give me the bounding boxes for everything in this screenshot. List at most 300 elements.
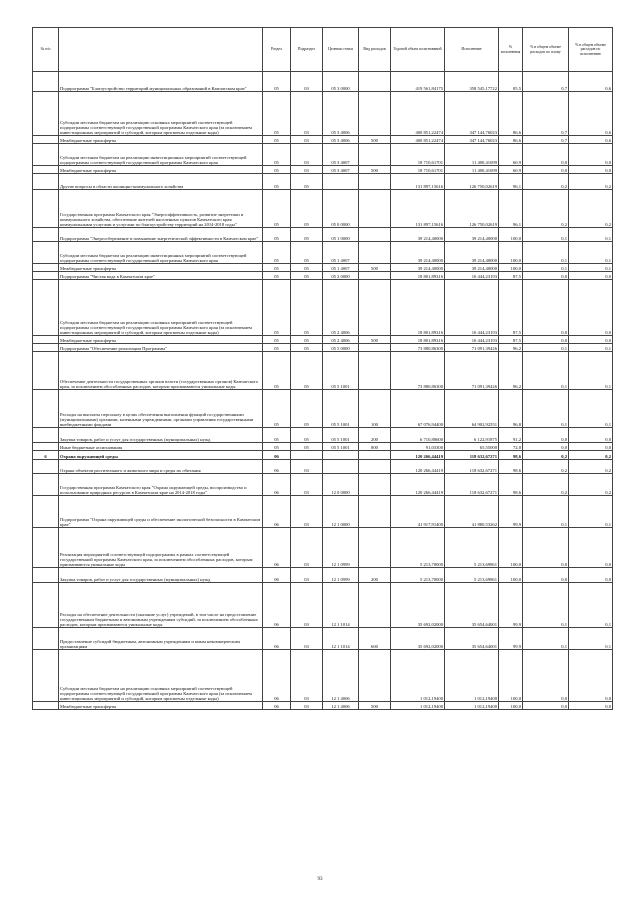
row-plan: 35 692,02000 — [391, 628, 445, 650]
row-vr — [359, 650, 391, 702]
row-share-total: 0,1 — [523, 228, 569, 242]
row-share-total: 0,1 — [523, 264, 569, 272]
row-pct: 96,1 — [499, 190, 523, 228]
row-csr: 05 2 0000 — [323, 272, 359, 280]
row-pct: 100,0 — [499, 228, 523, 242]
table-row — [33, 144, 613, 166]
row-plan: 18 710,61701 — [391, 166, 445, 174]
row-pct: 100,0 — [499, 242, 523, 264]
row-vr — [359, 528, 391, 568]
row-share-total: 0,0 — [523, 702, 569, 710]
row-share-exec: 0,1 — [569, 228, 613, 242]
row-pct: 100,0 — [499, 264, 523, 272]
row-pct: 99,9 — [499, 628, 523, 650]
row-fact: 126 750,02619 — [445, 190, 499, 228]
row-num — [33, 474, 59, 496]
row-share-total: 0,1 — [523, 352, 569, 390]
row-pct: 96,2 — [499, 352, 523, 390]
page-number: 93 — [317, 877, 323, 882]
row-share-exec: 0,1 — [569, 344, 613, 352]
row-pct: 85,5 — [499, 72, 523, 92]
row-csr: 05 2 4006 — [323, 336, 359, 344]
row-vr — [359, 228, 391, 242]
row-razdel: 06 — [263, 496, 291, 528]
table-row — [33, 280, 613, 336]
row-plan: 41 917,91400 — [391, 496, 445, 528]
table-row — [33, 242, 613, 264]
row-share-total: 0,0 — [523, 428, 569, 443]
row-fact: 5 213,69861 — [445, 568, 499, 583]
table-header-row — [33, 28, 613, 72]
row-vr — [359, 280, 391, 336]
row-num — [33, 136, 59, 144]
row-razdel: 05 — [263, 242, 291, 264]
row-razdel: 06 — [263, 702, 291, 710]
row-share-exec: 0,0 — [569, 528, 613, 568]
row-fact: 39 214,40000 — [445, 242, 499, 264]
row-share-exec: 0,1 — [569, 496, 613, 528]
table-row — [33, 474, 613, 496]
row-num — [33, 460, 59, 474]
row-fact: 118 632,67271 — [445, 474, 499, 496]
row-name: Межбюджетные трансферты — [59, 166, 263, 174]
table-row — [33, 174, 613, 190]
row-razdel: 05 — [263, 174, 291, 190]
row-podrazdel: 03 — [291, 628, 323, 650]
row-vr: 200 — [359, 428, 391, 443]
row-share-total: 0,0 — [523, 528, 569, 568]
row-razdel: 05 — [263, 144, 291, 166]
row-pct: 99,9 — [499, 496, 523, 528]
table-row — [33, 272, 613, 280]
row-share-exec: 0,0 — [569, 144, 613, 166]
table-row — [33, 190, 613, 228]
table-row — [33, 628, 613, 650]
row-num — [33, 702, 59, 710]
row-plan: 39 214,40000 — [391, 242, 445, 264]
budget-execution-table — [32, 27, 613, 710]
row-podrazdel: 05 — [291, 190, 323, 228]
row-vr: 200 — [359, 568, 391, 583]
row-num — [33, 628, 59, 650]
row-vr — [359, 583, 391, 628]
row-num — [33, 443, 59, 451]
row-pct: 100,0 — [499, 568, 523, 583]
row-num — [33, 92, 59, 136]
row-podrazdel: 05 — [291, 344, 323, 352]
row-share-total: 0,1 — [523, 242, 569, 264]
row-razdel: 05 — [263, 344, 291, 352]
header-csr: Целевая статья — [323, 28, 359, 72]
row-num — [33, 242, 59, 264]
row-plan: 400 851,22474 — [391, 136, 445, 144]
row-plan: 120 266,44419 — [391, 451, 445, 460]
row-pct: 86,6 — [499, 92, 523, 136]
table-row — [33, 72, 613, 92]
row-vr — [359, 352, 391, 390]
row-pct: 100,0 — [499, 702, 523, 710]
row-num — [33, 352, 59, 390]
row-fact: 16 444,23193 — [445, 336, 499, 344]
row-podrazdel: 05 — [291, 174, 323, 190]
row-csr: 12 1 1014 — [323, 628, 359, 650]
row-share-total: 0,0 — [523, 568, 569, 583]
row-num: 6 — [33, 451, 59, 460]
row-plan: 73 880,86300 — [391, 352, 445, 390]
row-csr: 05 1 4007 — [323, 242, 359, 264]
row-fact: 71 091,39426 — [445, 352, 499, 390]
row-csr: 05 5 1001 — [323, 390, 359, 428]
table-row — [33, 650, 613, 702]
table-row — [33, 451, 613, 460]
row-share-total: 0,2 — [523, 174, 569, 190]
row-name: Иные бюджетные ассигнования — [59, 443, 263, 451]
row-fact: 39 214,40000 — [445, 228, 499, 242]
row-fact: 1 012,19400 — [445, 702, 499, 710]
row-name: Закупка товаров, работ и услуг для государственных (муниципальных) нужд — [59, 428, 263, 443]
row-name: Межбюджетные трансферты — [59, 702, 263, 710]
row-num — [33, 390, 59, 428]
row-name: Межбюджетные трансферты — [59, 264, 263, 272]
row-csr: 05 5 1001 — [323, 443, 359, 451]
row-plan: 1 012,19400 — [391, 702, 445, 710]
row-fact: 126 750,02619 — [445, 174, 499, 190]
row-csr: 12 1 4006 — [323, 702, 359, 710]
table-row — [33, 336, 613, 344]
table-row — [33, 390, 613, 428]
row-podrazdel — [291, 451, 323, 460]
table-row — [33, 228, 613, 242]
header-share-exec: % в общем объеме расходов по исполнению — [569, 28, 613, 72]
row-plan: 35 692,02000 — [391, 583, 445, 628]
table-row — [33, 264, 613, 272]
row-fact: 16 444,23193 — [445, 280, 499, 336]
row-podrazdel: 03 — [291, 583, 323, 628]
row-share-exec: 0,0 — [569, 702, 613, 710]
header-podrazdel: Подраздел — [291, 28, 323, 72]
row-fact: 16 444,23193 — [445, 272, 499, 280]
row-csr: 05 0 0000 — [323, 190, 359, 228]
row-podrazdel: 03 — [291, 474, 323, 496]
row-share-total: 0,1 — [523, 496, 569, 528]
table-row — [33, 568, 613, 583]
row-num — [33, 496, 59, 528]
row-vr: 500 — [359, 702, 391, 710]
row-share-exec: 0,2 — [569, 190, 613, 228]
row-fact: 65,55000 — [445, 443, 499, 451]
row-csr: 12 1 0000 — [323, 496, 359, 528]
row-csr: 05 3 0000 — [323, 72, 359, 92]
row-share-total: 0,0 — [523, 272, 569, 280]
row-razdel: 05 — [263, 390, 291, 428]
row-fact: 64 902,92551 — [445, 390, 499, 428]
row-share-exec: 0,1 — [569, 583, 613, 628]
row-csr: 12 0 0000 — [323, 474, 359, 496]
row-plan: 1 012,19400 — [391, 650, 445, 702]
row-share-total: 0,0 — [523, 144, 569, 166]
row-razdel: 05 — [263, 92, 291, 136]
row-podrazdel: 05 — [291, 390, 323, 428]
table-row — [33, 428, 613, 443]
row-pct: 96,8 — [499, 390, 523, 428]
row-plan: 39 214,40000 — [391, 228, 445, 242]
row-fact: 347 144,76023 — [445, 136, 499, 144]
table-row — [33, 528, 613, 568]
row-fact: 118 632,67271 — [445, 460, 499, 474]
row-pct: 98,6 — [499, 460, 523, 474]
row-num — [33, 272, 59, 280]
row-razdel: 05 — [263, 280, 291, 336]
row-pct: 99,9 — [499, 583, 523, 628]
row-razdel: 06 — [263, 583, 291, 628]
row-razdel: 05 — [263, 428, 291, 443]
row-share-exec: 0,6 — [569, 92, 613, 136]
row-vr: 500 — [359, 166, 391, 174]
row-csr: 05 1 4007 — [323, 264, 359, 272]
row-share-exec: 0,1 — [569, 264, 613, 272]
row-razdel: 06 — [263, 650, 291, 702]
row-pct: 60,9 — [499, 144, 523, 166]
row-name: Межбюджетные трансферты — [59, 336, 263, 344]
row-vr — [359, 496, 391, 528]
row-name: Обеспечение деятельности государственных органов власти (государственных органов) Камчатского края, за исключением обособленных расходов, которым присваиваются уникальные коды — [59, 352, 263, 390]
row-fact: 118 632,67271 — [445, 451, 499, 460]
row-plan: 5 213,70000 — [391, 568, 445, 583]
row-pct: 60,9 — [499, 166, 523, 174]
row-fact: 6 122,91875 — [445, 428, 499, 443]
row-vr: 500 — [359, 336, 391, 344]
row-csr: 05 5 0000 — [323, 344, 359, 352]
row-vr — [359, 72, 391, 92]
row-pct: 72,0 — [499, 443, 523, 451]
row-fact: 41 880,53262 — [445, 496, 499, 528]
header-name — [59, 28, 263, 72]
row-pct: 86,6 — [499, 136, 523, 144]
row-plan: 39 214,40000 — [391, 264, 445, 272]
row-name: Субсидии местным бюджетам на реализацию инвестиционных мероприятий соответствующей подпрограммы соответствующей государственной программы Камчатского края — [59, 144, 263, 166]
row-share-total: 0,2 — [523, 474, 569, 496]
row-razdel: 05 — [263, 190, 291, 228]
row-share-exec: 0,2 — [569, 460, 613, 474]
row-num — [33, 144, 59, 166]
row-share-total: 0,0 — [523, 280, 569, 336]
row-name: Подпрограмма "Охрана окружающей среды и обеспечение экологической безопасности в Камчатском крае" — [59, 496, 263, 528]
row-razdel: 06 — [263, 628, 291, 650]
row-podrazdel: 05 — [291, 443, 323, 451]
row-pct: 100,0 — [499, 528, 523, 568]
row-pct: 96,1 — [499, 174, 523, 190]
row-vr — [359, 344, 391, 352]
row-csr: 12 1 1014 — [323, 583, 359, 628]
row-plan: 73 880,86300 — [391, 344, 445, 352]
row-name: Подпрограмма "Чистая вода в Камчатском крае" — [59, 272, 263, 280]
row-csr — [323, 174, 359, 190]
row-num — [33, 528, 59, 568]
header-fact: Исполнение — [445, 28, 499, 72]
row-podrazdel: 03 — [291, 702, 323, 710]
row-share-exec: 0,0 — [569, 443, 613, 451]
row-vr: 100 — [359, 390, 391, 428]
row-podrazdel: 05 — [291, 352, 323, 390]
row-csr: 05 3 4006 — [323, 136, 359, 144]
row-share-exec: 0,0 — [569, 166, 613, 174]
row-razdel: 05 — [263, 72, 291, 92]
row-fact: 358 545,17722 — [445, 72, 499, 92]
row-pct: 91,2 — [499, 428, 523, 443]
row-plan: 6 710,88600 — [391, 428, 445, 443]
row-name: Подпрограмма "Обеспечение реализации Программы" — [59, 344, 263, 352]
row-share-total: 0,7 — [523, 72, 569, 92]
row-num — [33, 336, 59, 344]
row-plan: 67 076,94400 — [391, 390, 445, 428]
row-num — [33, 280, 59, 336]
row-share-total: 0,0 — [523, 443, 569, 451]
row-csr: 05 3 4007 — [323, 166, 359, 174]
row-share-exec: 0,0 — [569, 428, 613, 443]
row-podrazdel: 03 — [291, 144, 323, 166]
table-row — [33, 460, 613, 474]
row-share-exec: 0,2 — [569, 474, 613, 496]
row-vr — [359, 144, 391, 166]
row-podrazdel: 03 — [291, 650, 323, 702]
row-razdel: 05 — [263, 136, 291, 144]
row-plan: 91,03300 — [391, 443, 445, 451]
row-csr: 12 1 0999 — [323, 528, 359, 568]
table-row — [33, 136, 613, 144]
header-plan: Годовой объем ассигнований — [391, 28, 445, 72]
row-podrazdel: 03 — [291, 568, 323, 583]
row-vr: 500 — [359, 264, 391, 272]
row-fact: 347 144,76023 — [445, 92, 499, 136]
row-share-total: 0,2 — [523, 451, 569, 460]
row-name: Расходы на обеспечение деятельности (оказание услуг) учреждений, в том числе на предоставление государственным бюджетным и автономным учреждениям субсидий, за исключением обособленных расходов, которым присваиваются уникальные коды — [59, 583, 263, 628]
table-row — [33, 702, 613, 710]
row-podrazdel: 05 — [291, 264, 323, 272]
row-share-exec: 0,1 — [569, 628, 613, 650]
row-pct: 96,2 — [499, 344, 523, 352]
row-name: Охрана окружающей среды — [59, 451, 263, 460]
row-vr — [359, 272, 391, 280]
row-podrazdel: 05 — [291, 280, 323, 336]
row-name: Субсидии местным бюджетам на реализацию основных мероприятий соответствующей подпрограммы соответствующей государственной программы Камчатского края (за исключением инвестиционных мероприятий и субсидий, которым присвоены отдельные коды) — [59, 280, 263, 336]
row-share-total: 0,2 — [523, 460, 569, 474]
row-razdel: 05 — [263, 272, 291, 280]
table-row — [33, 496, 613, 528]
row-vr — [359, 451, 391, 460]
table-row — [33, 344, 613, 352]
row-razdel: 06 — [263, 451, 291, 460]
row-csr: 05 5 1001 — [323, 352, 359, 390]
header-vr: Вид расходов — [359, 28, 391, 72]
row-razdel: 06 — [263, 568, 291, 583]
row-fact: 71 091,39426 — [445, 344, 499, 352]
row-name: Субсидии местным бюджетам на реализацию основных мероприятий соответствующей подпрограммы соответствующей государственной программы Камчатского края (за исключением инвестиционных мероприятий и субсидий, которым присвоены отдельные коды) — [59, 92, 263, 136]
table-row — [33, 443, 613, 451]
row-vr — [359, 92, 391, 136]
row-podrazdel: 05 — [291, 242, 323, 264]
row-share-exec: 0,2 — [569, 451, 613, 460]
row-csr: 05 3 4006 — [323, 92, 359, 136]
row-fact: 35 654,64001 — [445, 583, 499, 628]
row-razdel: 05 — [263, 443, 291, 451]
row-razdel: 05 — [263, 352, 291, 390]
row-razdel: 05 — [263, 166, 291, 174]
header-pct: % исполнения — [499, 28, 523, 72]
row-plan: 18 710,61701 — [391, 144, 445, 166]
row-name: Государственная программа Камчатского края "Энергоэффективность, развитие энергетики и коммунального хозяйства, обеспечение жителей населенных пунктов Камчатского края коммунальными услугами и услугами по благоустройству территорий на 2014-2018 годы" — [59, 190, 263, 228]
row-share-total: 0,0 — [523, 166, 569, 174]
row-vr: 500 — [359, 136, 391, 144]
row-podrazdel: 05 — [291, 428, 323, 443]
table-row — [33, 92, 613, 136]
row-plan: 18 801,89316 — [391, 280, 445, 336]
row-num — [33, 650, 59, 702]
table-row — [33, 352, 613, 390]
row-plan: 120 266,44419 — [391, 474, 445, 496]
row-vr — [359, 460, 391, 474]
row-share-exec: 0,2 — [569, 174, 613, 190]
row-share-total: 0,1 — [523, 628, 569, 650]
row-share-exec: 0,1 — [569, 390, 613, 428]
row-share-exec: 0,0 — [569, 336, 613, 344]
row-podrazdel: 05 — [291, 228, 323, 242]
row-plan: 131 897,15616 — [391, 174, 445, 190]
row-razdel: 06 — [263, 528, 291, 568]
row-num — [33, 264, 59, 272]
row-plan: 400 851,22474 — [391, 92, 445, 136]
row-razdel: 05 — [263, 336, 291, 344]
row-csr: 05 5 1001 — [323, 428, 359, 443]
row-share-total: 0,2 — [523, 190, 569, 228]
header-share-total: % в общем объеме расходов по плану — [523, 28, 569, 72]
row-name: Закупка товаров, работ и услуг для государственных (муниципальных) нужд — [59, 568, 263, 583]
row-vr — [359, 242, 391, 264]
row-csr: 05 1 0000 — [323, 228, 359, 242]
row-csr: 12 1 0999 — [323, 568, 359, 583]
row-fact: 35 654,64001 — [445, 628, 499, 650]
row-podrazdel: 03 — [291, 528, 323, 568]
table-row — [33, 166, 613, 174]
table-row — [33, 583, 613, 628]
row-pct: 87,5 — [499, 336, 523, 344]
row-vr — [359, 174, 391, 190]
row-num — [33, 428, 59, 443]
row-razdel: 06 — [263, 460, 291, 474]
header-num: № п/п — [33, 28, 59, 72]
row-share-exec: 0,6 — [569, 72, 613, 92]
row-fact: 39 214,40000 — [445, 264, 499, 272]
row-pct: 87,5 — [499, 272, 523, 280]
row-pct: 100,0 — [499, 650, 523, 702]
row-num — [33, 174, 59, 190]
row-share-total: 0,7 — [523, 136, 569, 144]
row-pct: 98,6 — [499, 474, 523, 496]
row-name: Межбюджетные трансферты — [59, 136, 263, 144]
row-pct: 98,6 — [499, 451, 523, 460]
row-fact: 11 400,41699 — [445, 144, 499, 166]
row-razdel: 05 — [263, 228, 291, 242]
row-fact: 11 400,41699 — [445, 166, 499, 174]
row-vr — [359, 190, 391, 228]
row-pct: 87,5 — [499, 280, 523, 336]
row-podrazdel: 05 — [291, 272, 323, 280]
row-share-exec: 0,6 — [569, 136, 613, 144]
row-csr: 05 2 4006 — [323, 280, 359, 336]
row-name: Реализация мероприятий соответствующей подпрограммы в рамках соответствующей государственной программы Камчатского края, за исключением обособленных расходов, которым присваиваются уникальные коды — [59, 528, 263, 568]
row-share-exec: 0,1 — [569, 352, 613, 390]
row-podrazdel: 03 — [291, 496, 323, 528]
row-podrazdel: 03 — [291, 166, 323, 174]
